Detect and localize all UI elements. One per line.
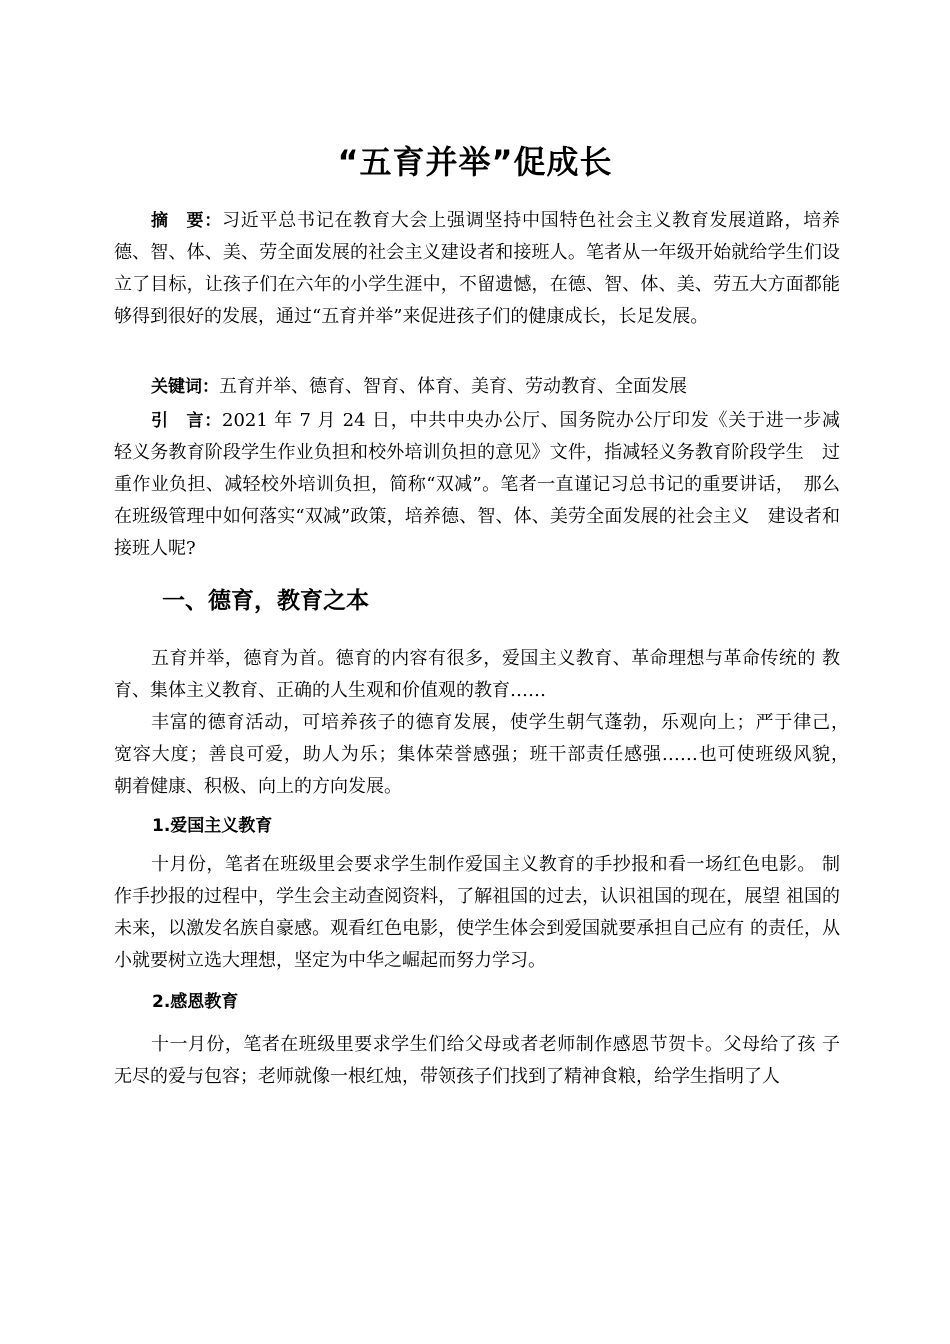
section1-paragraph-1: 五育并举，德育为首。德育的内容有很多，爱国主义教育、革命理想与革命传统的 教育、集体主义教育、正确的人生观和价值观的教育…… (114, 648, 840, 701)
keywords-text: 五育并举、德育、智育、体育、美育、劳动教育、全面发展 (219, 376, 687, 397)
subsection-heading-patriotism: 1.爱国主义教育 (152, 816, 273, 836)
introduction-label: 引 言： (151, 411, 222, 431)
subsection-heading-gratitude: 2.感恩教育 (152, 992, 239, 1012)
introduction-text: 2021 年 7 月 24 日，中共中央办公厅、国务院办公厅印发《关于进一步减 轻义务教育阶段学生作业负担和校外培训负担的意见》文件，指减轻义务教育阶段学生 过重作业负担、减轻校外培训负担，简称“双减”。笔者一直谨记习总书记的重要讲话， 那么在班级管理中如何落实“双减”政策，培养德、智、体、美劳全面发展的社会主义 建设者和接班人呢? (114, 410, 858, 559)
keywords-paragraph (114, 371, 840, 403)
gratitude-paragraph: 十一月份，笔者在班级里要求学生们给父母或者老师制作感恩节贺卡。父母给了孩 子无尽的爱与包容；老师就像一根红烛，带领孩子们找到了精神食粮，给学生指明了人 (114, 1034, 840, 1087)
abstract-text: 习近平总书记在教育大会上强调坚持中国特色社会主义教育发展道路，培养德、智、体、美、劳全面发展的社会主义建设者和接班人。笔者从一年级开始就给学生们设立了目标，让孩子们在六年的小学生涯中，不留遗憾，在德、智、体、美、劳五大方面都能够得到很好的发展，通过“五育并举”来促进孩子们的健康成长，长足发展。 (114, 210, 840, 327)
patriotism-paragraph: 十月份，笔者在班级里会要求学生制作爱国主义教育的手抄报和看一场红色电影。 制作手抄报的过程中，学生会主动查阅资料，了解祖国的过去，认识祖国的现在，展望 祖国的未来，以激发名族自豪感。观看红色电影，使学生体会到爱国就要承担自己应有 的责任，从小就要树立选大理想，坚定为中华之崛起而努力学习。 (114, 854, 840, 971)
introduction-paragraph (114, 405, 858, 565)
section-heading-moral-education: 一、德育，教育之本 (162, 588, 369, 614)
abstract-label: 摘 要： (151, 211, 222, 231)
abstract-paragraph (114, 205, 840, 333)
keywords-label: 关键词： (151, 377, 219, 397)
document-title: “五育并举”促成长 (337, 143, 613, 181)
section1-paragraph-2: 丰富的德育活动，可培养孩子的德育发展，使学生朝气蓬勃，乐观向上；严于律己， 宽容大度；善良可爱，助人为乐；集体荣誉感强；班干部责任感强……也可使班级风貌， 朝着健康、积极、向上的方向发展。 (114, 712, 858, 797)
